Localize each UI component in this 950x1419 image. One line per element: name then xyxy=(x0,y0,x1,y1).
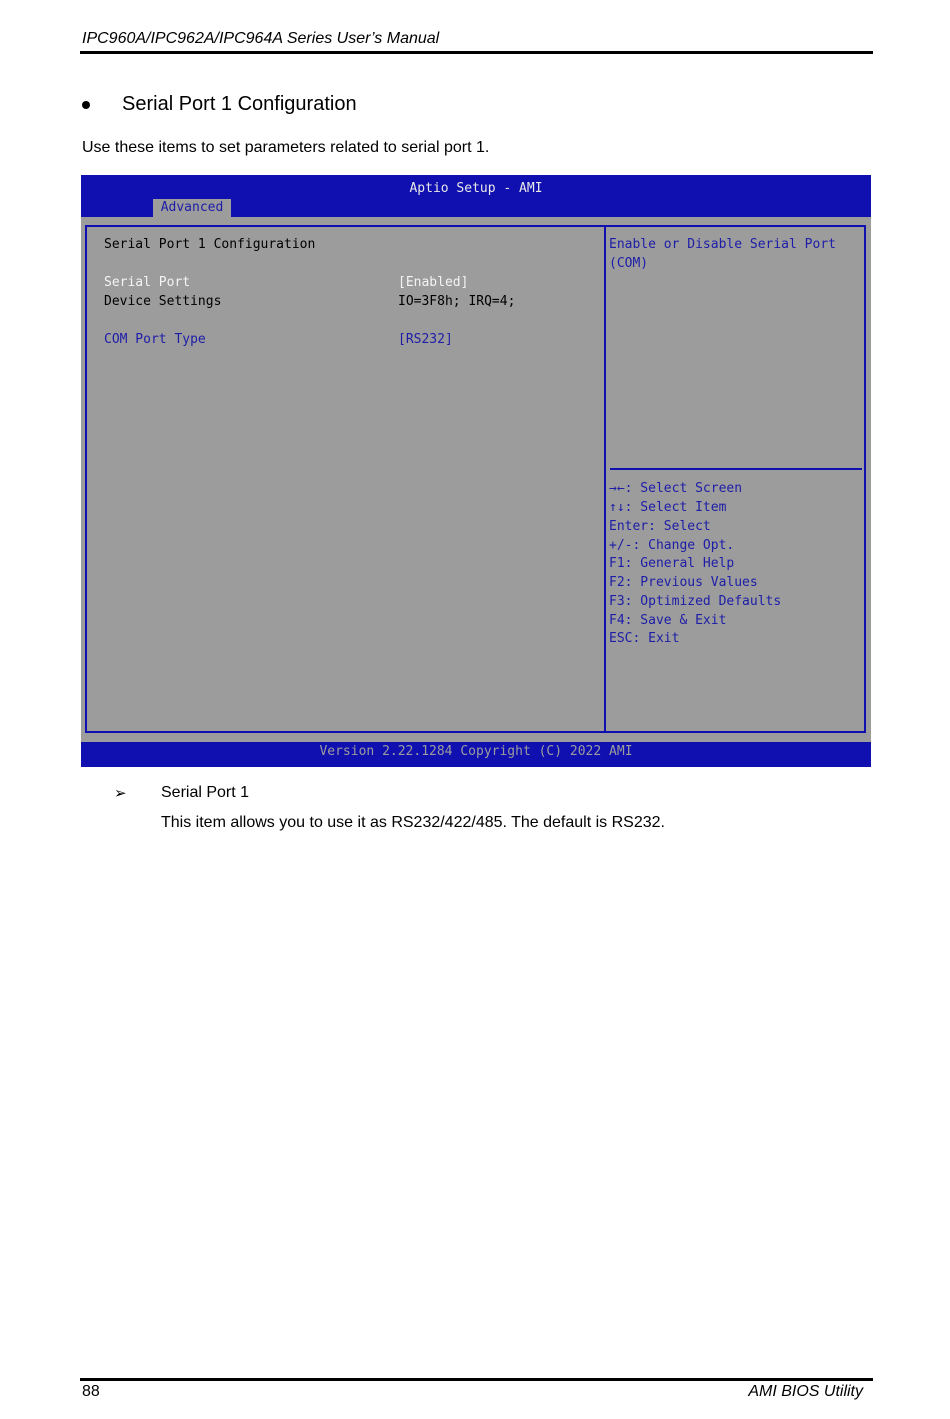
arrow-bullet-icon: ➢ xyxy=(114,785,127,802)
bios-key-hint-f3: F3: Optimized Defaults xyxy=(609,594,782,609)
bios-item-label-serial-port[interactable]: Serial Port xyxy=(104,275,191,290)
header-rule xyxy=(80,51,873,54)
bios-item-value-serial-port[interactable]: [Enabled] xyxy=(398,275,469,290)
bios-key-hint-enter: Enter: Select xyxy=(609,519,711,534)
subitem-title: Serial Port 1 xyxy=(161,784,250,801)
bios-help-text-line: Enable or Disable Serial Port xyxy=(609,237,836,252)
bios-version-text: Version 2.22.1284 Copyright (C) 2022 AMI xyxy=(319,744,633,759)
manual-header-title: IPC960A/IPC962A/IPC964A Series User’s Manual xyxy=(82,30,440,47)
bios-body xyxy=(81,217,871,742)
section-intro: Use these items to set parameters related to serial port 1. xyxy=(82,139,490,156)
bios-tab-advanced[interactable]: Advanced xyxy=(153,199,231,217)
subitem-description: This item allows you to use it as RS232/422/485. The default is RS232. xyxy=(161,814,665,831)
bios-help-text-line: (COM) xyxy=(609,256,649,271)
bios-title-bar xyxy=(81,175,871,217)
bios-item-label-device-settings: Device Settings xyxy=(104,294,222,309)
bios-key-hint-select-screen: →←: Select Screen xyxy=(609,481,743,496)
bios-screenshot xyxy=(81,175,871,767)
bios-key-hint-f1: F1: General Help xyxy=(609,556,735,571)
page-number: 88 xyxy=(82,1383,100,1400)
bios-key-hint-f4: F4: Save & Exit xyxy=(609,613,727,628)
bios-footer-bar xyxy=(81,742,871,767)
bios-key-hint-esc: ESC: Exit xyxy=(609,631,680,646)
bios-item-value-device-settings: IO=3F8h; IRQ=4; xyxy=(398,294,516,309)
bios-key-hint-select-item: ↑↓: Select Item xyxy=(609,500,727,515)
bios-title: Aptio Setup - AMI xyxy=(409,181,543,196)
bios-help-panel xyxy=(606,225,866,733)
footer-title: AMI BIOS Utility xyxy=(748,1383,863,1400)
filled-circle-bullet-icon xyxy=(82,101,90,109)
bios-key-hint-f2: F2: Previous Values xyxy=(609,575,758,590)
bios-key-hint-change-opt: +/-: Change Opt. xyxy=(609,538,735,553)
footer-rule xyxy=(80,1378,873,1381)
section-title: Serial Port 1 Configuration xyxy=(122,93,357,115)
bios-help-separator xyxy=(610,468,862,470)
bios-page-heading: Serial Port 1 Configuration xyxy=(104,237,316,252)
bios-item-label-com-port-type[interactable]: COM Port Type xyxy=(104,332,206,347)
bios-item-value-com-port-type[interactable]: [RS232] xyxy=(398,332,453,347)
